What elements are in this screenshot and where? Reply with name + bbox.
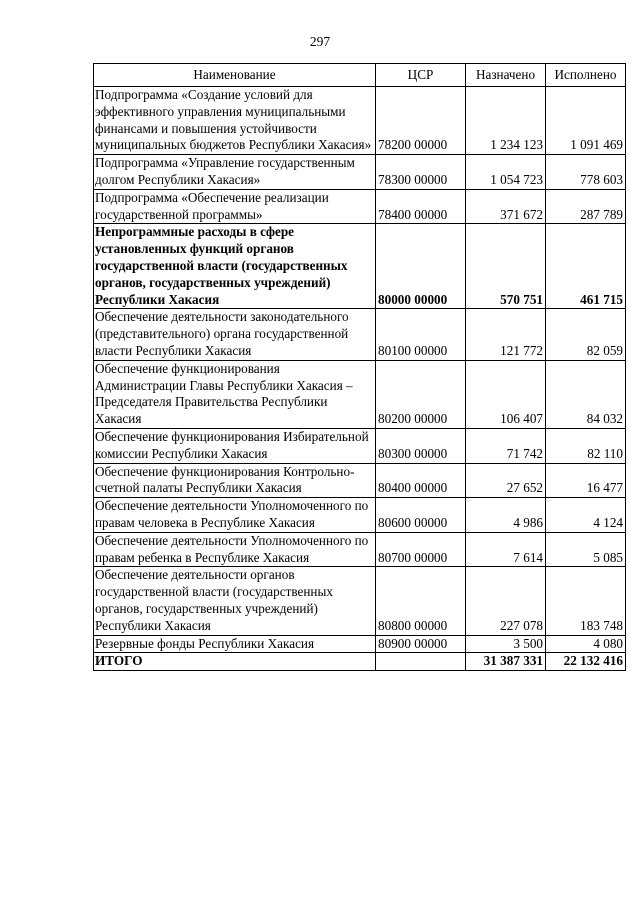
row-planned: 1 234 123 bbox=[466, 87, 546, 155]
table-row bbox=[94, 635, 626, 653]
row-code: 80700 00000 bbox=[376, 532, 466, 567]
page-number: 297 bbox=[309, 34, 331, 49]
row-name: Обеспечение деятельности законодательного (представительного) органа государственной власти Республики Хакасия bbox=[94, 309, 376, 360]
row-code: 80300 00000 bbox=[376, 428, 466, 463]
row-code: 80200 00000 bbox=[376, 360, 466, 428]
row-planned: 121 772 bbox=[466, 309, 546, 360]
row-code: 80600 00000 bbox=[376, 498, 466, 533]
row-executed: 22 132 416 bbox=[546, 653, 626, 671]
row-name: ИТОГО bbox=[94, 653, 376, 671]
row-name: Обеспечение функционирования Контрольно-счетной палаты Республики Хакасия bbox=[94, 463, 376, 498]
budget-table bbox=[93, 63, 626, 671]
table-row bbox=[94, 309, 626, 360]
row-code: 78300 00000 bbox=[376, 155, 466, 190]
row-executed: 82 059 bbox=[546, 309, 626, 360]
row-planned: 227 078 bbox=[466, 567, 546, 635]
table-row bbox=[94, 498, 626, 533]
row-planned: 4 986 bbox=[466, 498, 546, 533]
row-code: 80900 00000 bbox=[376, 635, 466, 653]
row-name: Обеспечение функционирования Администрации Главы Республики Хакасия – Председателя Правительства Республики Хакасия bbox=[94, 360, 376, 428]
table-row bbox=[94, 155, 626, 190]
row-code: 78200 00000 bbox=[376, 87, 466, 155]
row-executed: 82 110 bbox=[546, 428, 626, 463]
row-name: Непрограммные расходы в сфере установленных функций органов государственной власти (государственных органов, государственных учреждений) Республики Хакасия bbox=[94, 224, 376, 309]
row-planned: 3 500 bbox=[466, 635, 546, 653]
row-planned: 27 652 bbox=[466, 463, 546, 498]
row-planned: 71 742 bbox=[466, 428, 546, 463]
table-row bbox=[94, 532, 626, 567]
row-name: Обеспечение деятельности Уполномоченного по правам человека в Республике Хакасия bbox=[94, 498, 376, 533]
row-code bbox=[376, 653, 466, 671]
table-row bbox=[94, 189, 626, 224]
row-code: 80800 00000 bbox=[376, 567, 466, 635]
row-executed: 778 603 bbox=[546, 155, 626, 190]
row-name: Резервные фонды Республики Хакасия bbox=[94, 635, 376, 653]
row-name: Обеспечение функционирования Избирательной комиссии Республики Хакасия bbox=[94, 428, 376, 463]
header-name: Наименование bbox=[94, 64, 376, 87]
header-planned: Назначено bbox=[466, 64, 546, 87]
row-planned: 371 672 bbox=[466, 189, 546, 224]
row-code: 80000 00000 bbox=[376, 224, 466, 309]
row-executed: 4 080 bbox=[546, 635, 626, 653]
row-executed: 461 715 bbox=[546, 224, 626, 309]
table-row-section-total bbox=[94, 224, 626, 309]
row-planned: 106 407 bbox=[466, 360, 546, 428]
row-executed: 183 748 bbox=[546, 567, 626, 635]
row-name: Подпрограмма «Обеспечение реализации государственной программы» bbox=[94, 189, 376, 224]
row-planned: 570 751 bbox=[466, 224, 546, 309]
table-row bbox=[94, 360, 626, 428]
row-executed: 16 477 bbox=[546, 463, 626, 498]
row-code: 80100 00000 bbox=[376, 309, 466, 360]
row-planned: 1 054 723 bbox=[466, 155, 546, 190]
row-code: 78400 00000 bbox=[376, 189, 466, 224]
row-executed: 84 032 bbox=[546, 360, 626, 428]
row-executed: 287 789 bbox=[546, 189, 626, 224]
row-name: Обеспечение деятельности Уполномоченного по правам ребенка в Республике Хакасия bbox=[94, 532, 376, 567]
table-row-grand-total bbox=[94, 653, 626, 671]
row-name: Подпрограмма «Управление государственным долгом Республики Хакасия» bbox=[94, 155, 376, 190]
row-planned: 7 614 bbox=[466, 532, 546, 567]
row-name: Обеспечение деятельности органов государственной власти (государственных органов, государственных учреждений) Республики Хакасия bbox=[94, 567, 376, 635]
table-row bbox=[94, 567, 626, 635]
table-header-row bbox=[94, 64, 626, 87]
row-name: Подпрограмма «Создание условий для эффективного управления муниципальными финансами и повышения устойчивости муниципальных бюджетов Республики Хакасия» bbox=[94, 87, 376, 155]
header-code: ЦСР bbox=[376, 64, 466, 87]
table-row bbox=[94, 428, 626, 463]
row-executed: 1 091 469 bbox=[546, 87, 626, 155]
row-executed: 4 124 bbox=[546, 498, 626, 533]
table-row bbox=[94, 87, 626, 155]
row-code: 80400 00000 bbox=[376, 463, 466, 498]
table-row bbox=[94, 463, 626, 498]
row-planned: 31 387 331 bbox=[466, 653, 546, 671]
row-executed: 5 085 bbox=[546, 532, 626, 567]
header-executed: Исполнено bbox=[546, 64, 626, 87]
